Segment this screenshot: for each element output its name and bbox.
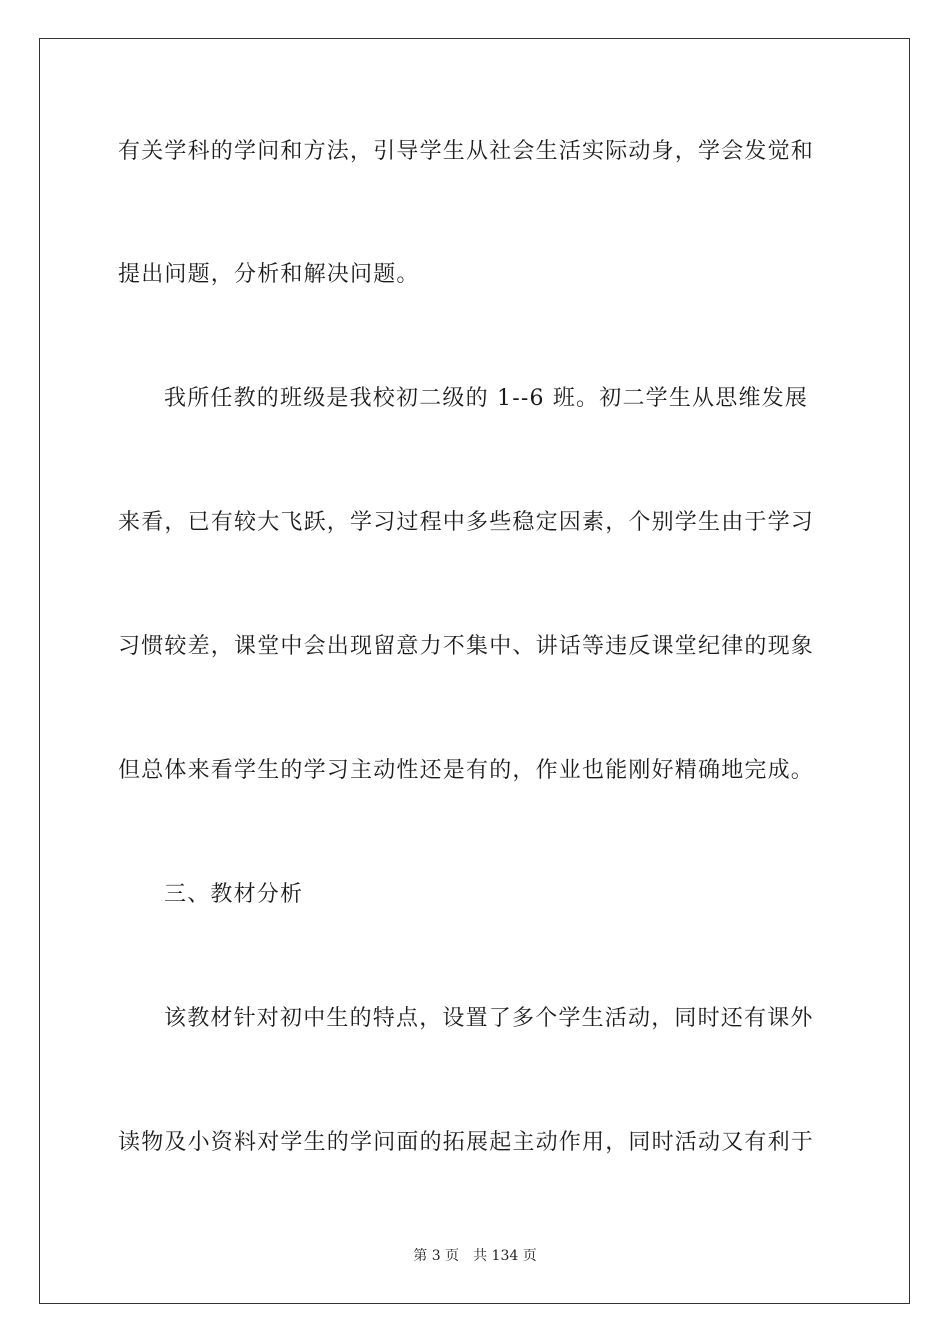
paragraph-line-3: 我所任教的班级是我校初二级的 1--6 班。初二学生从思维发展: [164, 386, 809, 411]
section-heading: 三、教材分析: [164, 882, 304, 907]
page-total: 共 134 页: [473, 1248, 537, 1264]
paragraph-line-1: 有关学科的学问和方法，引导学生从社会生活实际动身，学会发觉和: [118, 139, 815, 164]
page-border: [39, 38, 910, 1304]
paragraph-line-2: 提出问题，分析和解决问题。: [118, 262, 420, 287]
paragraph-line-9: 读物及小资料对学生的学问面的拓展起主动作用，同时活动又有利于: [118, 1130, 815, 1155]
paragraph-line-4: 来看，已有较大飞跃，学习过程中多些稳定因素，个别学生由于学习: [118, 510, 815, 535]
paragraph-line-6: 但总体来看学生的学习主动性还是有的，作业也能刚好精确地完成。: [118, 758, 815, 783]
page-number: 第 3 页: [413, 1248, 460, 1264]
paragraph-line-8: 该教材针对初中生的特点，设置了多个学生活动，同时还有课外: [164, 1006, 814, 1031]
paragraph-line-5: 习惯较差，课堂中会出现留意力不集中、讲话等违反课堂纪律的现象: [118, 634, 815, 659]
page-footer: [0, 1246, 950, 1266]
